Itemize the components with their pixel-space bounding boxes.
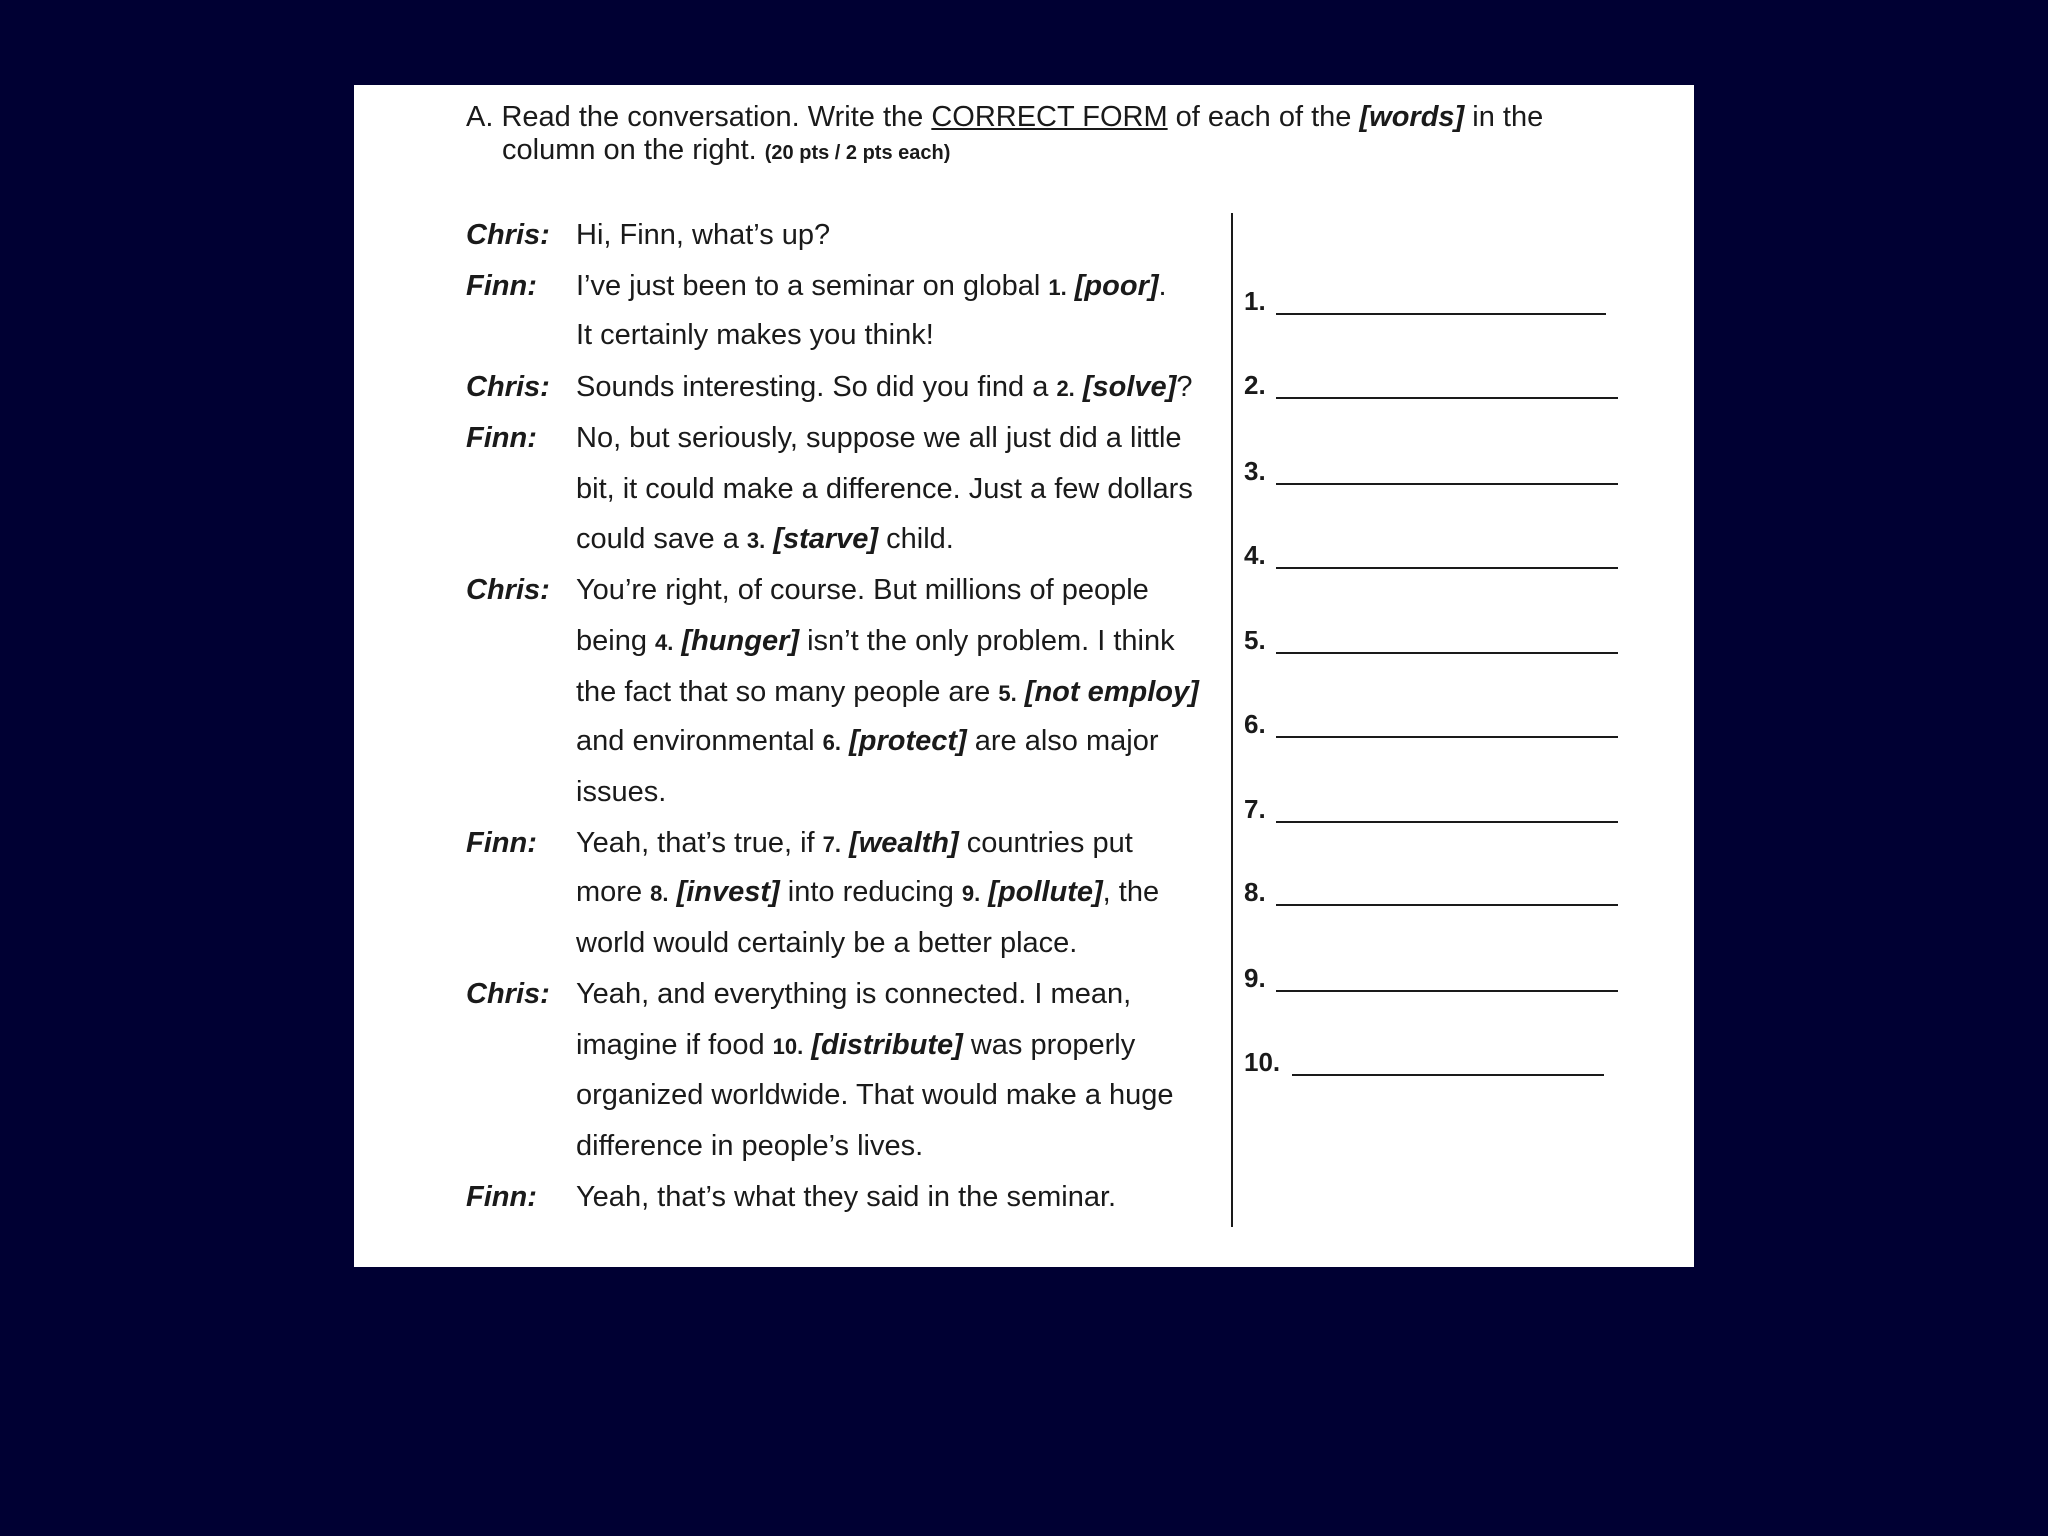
text-segment: countries put [958, 827, 1133, 859]
dialogue-text [576, 867, 1159, 919]
instructions-text: column on the right. [502, 134, 757, 166]
dialogue-text [576, 969, 1131, 1019]
dialogue-text [576, 514, 954, 566]
words-bracket: [words] [1359, 101, 1465, 133]
dialogue-text [576, 1070, 1174, 1120]
speaker-name: Finn: [466, 827, 537, 859]
text-segment: child. [878, 523, 954, 555]
answer-underline[interactable] [1276, 652, 1618, 654]
answer-underline[interactable] [1276, 397, 1618, 399]
dialogue-text [576, 464, 1193, 514]
answer-blank-6[interactable] [1244, 700, 1644, 740]
answer-underline[interactable] [1292, 1074, 1604, 1076]
answer-underline[interactable] [1276, 904, 1618, 906]
answer-underline[interactable] [1276, 990, 1618, 992]
target-word: [not employ] [1024, 676, 1199, 708]
answer-number: 9. [1244, 963, 1266, 993]
answer-blank-7[interactable] [1244, 785, 1644, 825]
speaker-name: Finn: [466, 270, 537, 302]
answer-underline[interactable] [1276, 567, 1618, 569]
dialogue-text [576, 716, 1159, 768]
answer-underline[interactable] [1276, 483, 1618, 485]
text-segment: . [1158, 270, 1167, 302]
dialogue-text [576, 818, 1133, 870]
text-segment: being [576, 625, 656, 657]
dialogue-text [576, 565, 1149, 615]
text-segment: issues. [576, 776, 667, 808]
text-segment: difference in people’s lives. [576, 1130, 924, 1162]
text-segment: No, but seriously, suppose we all just did a little [576, 422, 1182, 454]
target-word: [starve] [773, 523, 879, 555]
item-number: 6. [822, 730, 842, 755]
text-segment [1075, 371, 1083, 403]
text-segment: bit, it could make a difference. Just a few dollars [576, 473, 1193, 505]
dialogue-text [576, 310, 934, 360]
text-segment [841, 827, 849, 859]
answer-underline[interactable] [1276, 736, 1618, 738]
answer-number: 10. [1244, 1047, 1281, 1077]
instructions-text: of each of the [1167, 101, 1360, 133]
text-segment: It certainly makes you think! [576, 319, 934, 351]
target-word: [solve] [1082, 371, 1177, 403]
speaker-name: Chris: [466, 219, 550, 251]
dialogue-text [576, 616, 1175, 668]
text-segment: You’re right, of course. But millions of people [576, 574, 1149, 606]
text-segment [841, 725, 849, 757]
text-segment [1017, 676, 1025, 708]
answer-blank-5[interactable] [1244, 616, 1644, 656]
instructions-text: in the [1464, 101, 1544, 133]
answer-number: 4. [1244, 540, 1266, 570]
text-segment: the fact that so many people are [576, 676, 999, 708]
answer-number: 5. [1244, 625, 1266, 655]
text-segment: into reducing [779, 876, 962, 908]
column-divider [1231, 213, 1233, 1227]
text-segment: I’ve just been to a seminar on global [576, 270, 1049, 302]
target-word: [invest] [676, 876, 780, 908]
item-number: 5. [998, 681, 1017, 706]
item-number: 1. [1048, 275, 1067, 300]
worksheet-slide [354, 85, 1694, 1267]
target-word: [protect] [849, 725, 967, 757]
speaker-name: Finn: [466, 1181, 537, 1213]
answer-blank-10[interactable] [1244, 1038, 1644, 1078]
dialogue-text [576, 210, 830, 260]
target-word: [distribute] [811, 1029, 963, 1061]
text-segment: Yeah, that’s what they said in the seminar. [576, 1181, 1117, 1213]
speaker-name: Chris: [466, 574, 550, 606]
speaker-name: Finn: [466, 422, 537, 454]
answer-underline[interactable] [1276, 313, 1606, 315]
text-segment: isn’t the only problem. I think [799, 625, 1175, 657]
text-segment: more [576, 876, 651, 908]
answer-number: 1. [1244, 286, 1266, 316]
dialogue-text [576, 918, 1077, 968]
dialogue-text [576, 261, 1167, 313]
item-number: 2. [1056, 376, 1075, 401]
instructions-text: A. Read the conversation. Write the [466, 101, 932, 133]
answer-number: 3. [1244, 456, 1266, 486]
text-segment: , the [1102, 876, 1160, 908]
text-segment [1067, 270, 1075, 302]
dialogue-text [576, 1020, 1135, 1072]
dialogue-text [576, 1121, 923, 1171]
target-word: [hunger] [681, 625, 800, 657]
answer-blank-4[interactable] [1244, 531, 1644, 571]
target-word: [wealth] [849, 827, 959, 859]
text-segment: world would certainly be a better place. [576, 927, 1078, 959]
answer-number: 8. [1244, 877, 1266, 907]
text-segment: organized worldwide. That would make a huge [576, 1079, 1174, 1111]
target-word: [pollute] [988, 876, 1103, 908]
dialogue-text [576, 362, 1192, 414]
text-segment: Yeah, that’s true, if [576, 827, 823, 859]
item-number: 8. [650, 881, 669, 906]
dialogue-text [576, 413, 1182, 463]
answer-column [1244, 85, 1664, 1267]
dialogue-text [576, 667, 1199, 719]
text-segment: are also major [966, 725, 1159, 757]
answer-blank-3[interactable] [1244, 447, 1644, 487]
text-segment: and environmental [576, 725, 823, 757]
points-note: (20 pts / 2 pts each) [764, 142, 951, 164]
text-segment: imagine if food [576, 1029, 773, 1061]
text-segment: could save a [576, 523, 747, 555]
item-number: 3. [746, 528, 766, 553]
answer-underline[interactable] [1276, 821, 1618, 823]
item-number: 7. [822, 832, 842, 857]
answer-number: 7. [1244, 794, 1266, 824]
answer-blank-8[interactable] [1244, 868, 1644, 908]
correct-form-underlined: CORRECT FORM [931, 101, 1168, 133]
text-segment: Yeah, and everything is connected. I mean, [576, 978, 1132, 1010]
item-number: 10. [772, 1034, 804, 1059]
answer-blank-9[interactable] [1244, 954, 1644, 994]
text-segment: ? [1176, 371, 1193, 403]
target-word: [poor] [1074, 270, 1159, 302]
answer-blank-2[interactable] [1244, 361, 1644, 401]
text-segment [669, 876, 677, 908]
answer-blank-1[interactable] [1244, 277, 1644, 317]
dialogue-text [576, 1172, 1116, 1222]
answer-number: 6. [1244, 709, 1266, 739]
text-segment: Hi, Finn, what’s up? [576, 219, 831, 251]
answer-number: 2. [1244, 370, 1266, 400]
item-number: 9. [961, 881, 981, 906]
speaker-name: Chris: [466, 978, 550, 1010]
item-number: 4. [655, 630, 674, 655]
speaker-name: Chris: [466, 371, 550, 403]
text-segment: was properly [962, 1029, 1136, 1061]
text-segment: Sounds interesting. So did you find a [576, 371, 1057, 403]
dialogue-text [576, 767, 666, 817]
